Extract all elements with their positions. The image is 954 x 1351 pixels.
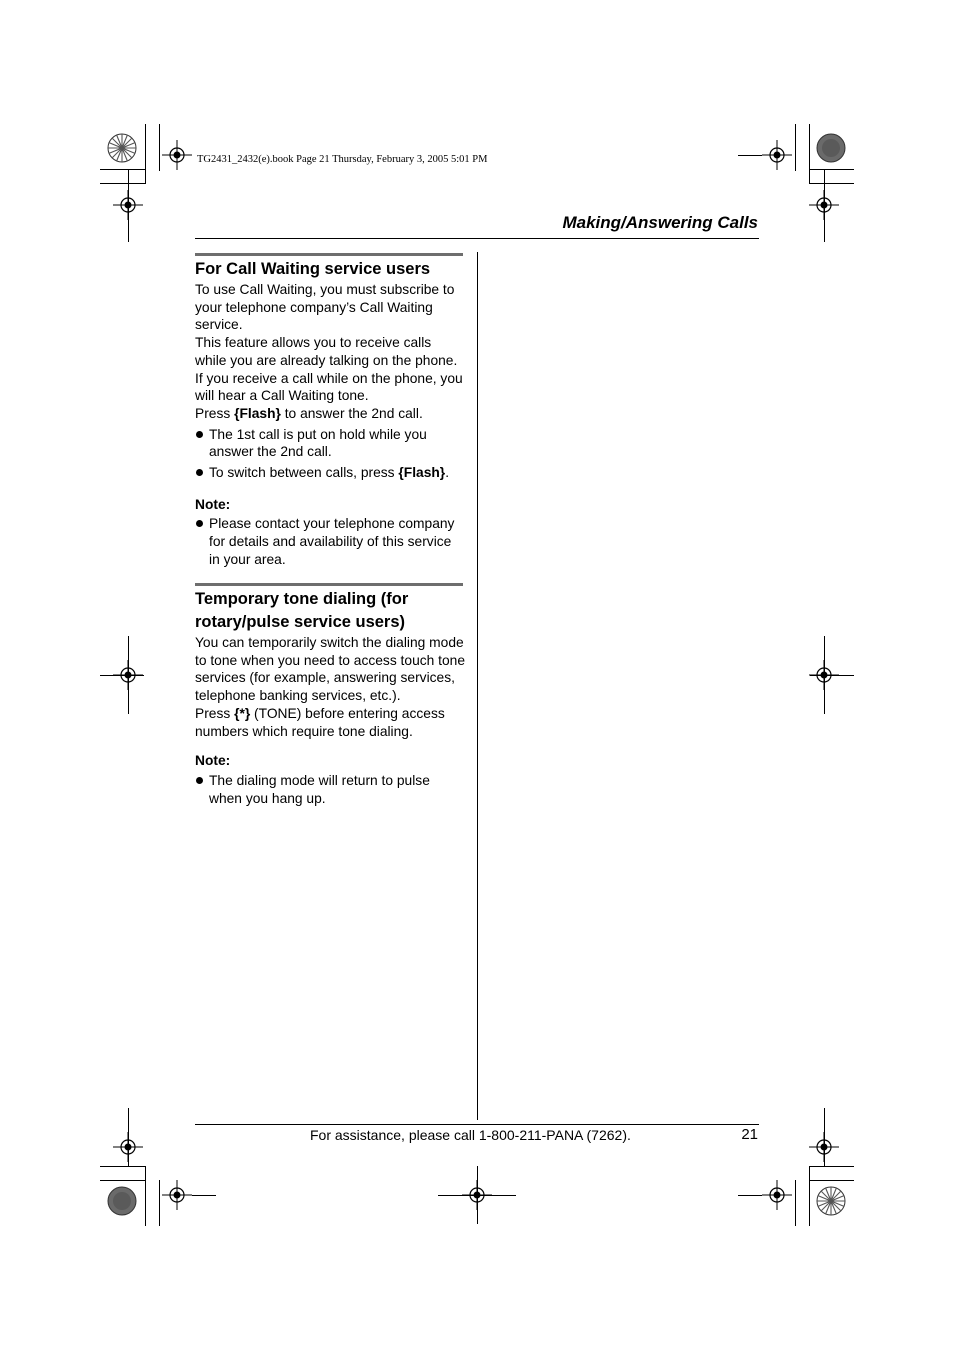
print-slug: TG2431_2432(e).book Page 21 Thursday, February 3, 2005 5:01 PM: [197, 154, 488, 165]
crop-line: [192, 1195, 216, 1196]
crop-line: [100, 169, 145, 170]
registration-crosshair-icon: [762, 1180, 792, 1210]
crop-line: [809, 1166, 854, 1167]
section-call-waiting: [195, 258, 465, 572]
instruction: [195, 405, 465, 423]
column-divider: [477, 252, 478, 1120]
crop-line: [145, 124, 146, 184]
list-item: [195, 464, 465, 482]
crop-line: [809, 169, 854, 170]
crop-line: [100, 1166, 145, 1167]
flash-key-label: {Flash}: [234, 405, 281, 421]
crop-line: [824, 170, 825, 242]
registration-crosshair-icon: [162, 140, 192, 170]
flash-key-label: {Flash}: [398, 465, 446, 481]
crop-line: [824, 1108, 825, 1166]
radial-target-icon: [816, 1186, 846, 1216]
radial-target-icon: [107, 133, 137, 163]
registration-crosshair-icon: [762, 140, 792, 170]
crop-line: [477, 1166, 478, 1224]
section-tone-dialing: [195, 588, 465, 810]
section-title: For Call Waiting service users: [195, 260, 431, 278]
crop-line: [738, 1195, 762, 1196]
crop-line: [809, 124, 810, 184]
page-number: 21: [741, 1126, 758, 1143]
instruction-text: Press: [195, 705, 235, 721]
crop-line: [100, 1180, 145, 1181]
crop-line: [145, 1166, 146, 1226]
header-rule: [195, 238, 759, 239]
footer-assistance: For assistance, please call 1-800-211-PANA (7262).: [310, 1127, 631, 1143]
crop-line: [809, 1180, 854, 1181]
instruction-text: Press: [195, 405, 235, 421]
note-list: [195, 515, 465, 568]
crop-line: [100, 675, 144, 676]
crop-line: [159, 124, 160, 171]
instruction-text: to answer the 2nd call.: [280, 405, 423, 421]
crop-line: [100, 183, 145, 184]
registration-crosshair-icon: [162, 1180, 192, 1210]
instruction-text: (TONE) before entering access numbers which require tone dialing.: [195, 705, 445, 739]
bullet-list: [195, 426, 465, 482]
footer-rule: [195, 1124, 759, 1125]
paragraph: This feature allows you to receive calls while you are already talking on the phone. If you receive a call while on the phone, you will hear a Call Waiting tone.: [195, 335, 463, 404]
crop-line: [810, 675, 854, 676]
list-item-text: .: [445, 465, 450, 481]
list-item: The dialing mode will return to pulse when you hang up.: [195, 772, 465, 807]
crop-line: [738, 155, 762, 156]
crop-line: [809, 1166, 810, 1226]
gray-target-icon: [107, 1186, 137, 1216]
gray-target-icon: [816, 133, 846, 163]
list-item: The 1st call is put on hold while you answer the 2nd call.: [195, 426, 465, 461]
crop-line: [809, 183, 854, 184]
list-item-text: To switch between calls, press: [209, 465, 399, 481]
section-title: Temporary tone dialing (for rotary/pulse service users): [195, 590, 409, 631]
section-bar: [195, 253, 463, 256]
note-label: Note:: [195, 753, 231, 769]
crop-line: [795, 124, 796, 171]
page-header-title: Making/Answering Calls: [562, 213, 758, 232]
crop-line: [795, 1180, 796, 1226]
section-bar: [195, 583, 463, 586]
crop-line: [159, 1180, 160, 1226]
crop-line: [128, 1108, 129, 1166]
crop-line: [128, 170, 129, 242]
instruction: [195, 705, 465, 740]
note-label: Note:: [195, 496, 231, 512]
paragraph: You can temporarily switch the dialing mode to tone when you need to access touch tone services (for example, answering services, telephone banking services, etc.).: [195, 635, 465, 704]
note-list: [195, 772, 465, 807]
paragraph: To use Call Waiting, you must subscribe to your telephone company’s Call Waiting service.: [195, 282, 455, 333]
list-item: Please contact your telephone company for details and availability of this service in your area.: [195, 515, 465, 568]
star-key-label: {*}: [234, 705, 251, 721]
